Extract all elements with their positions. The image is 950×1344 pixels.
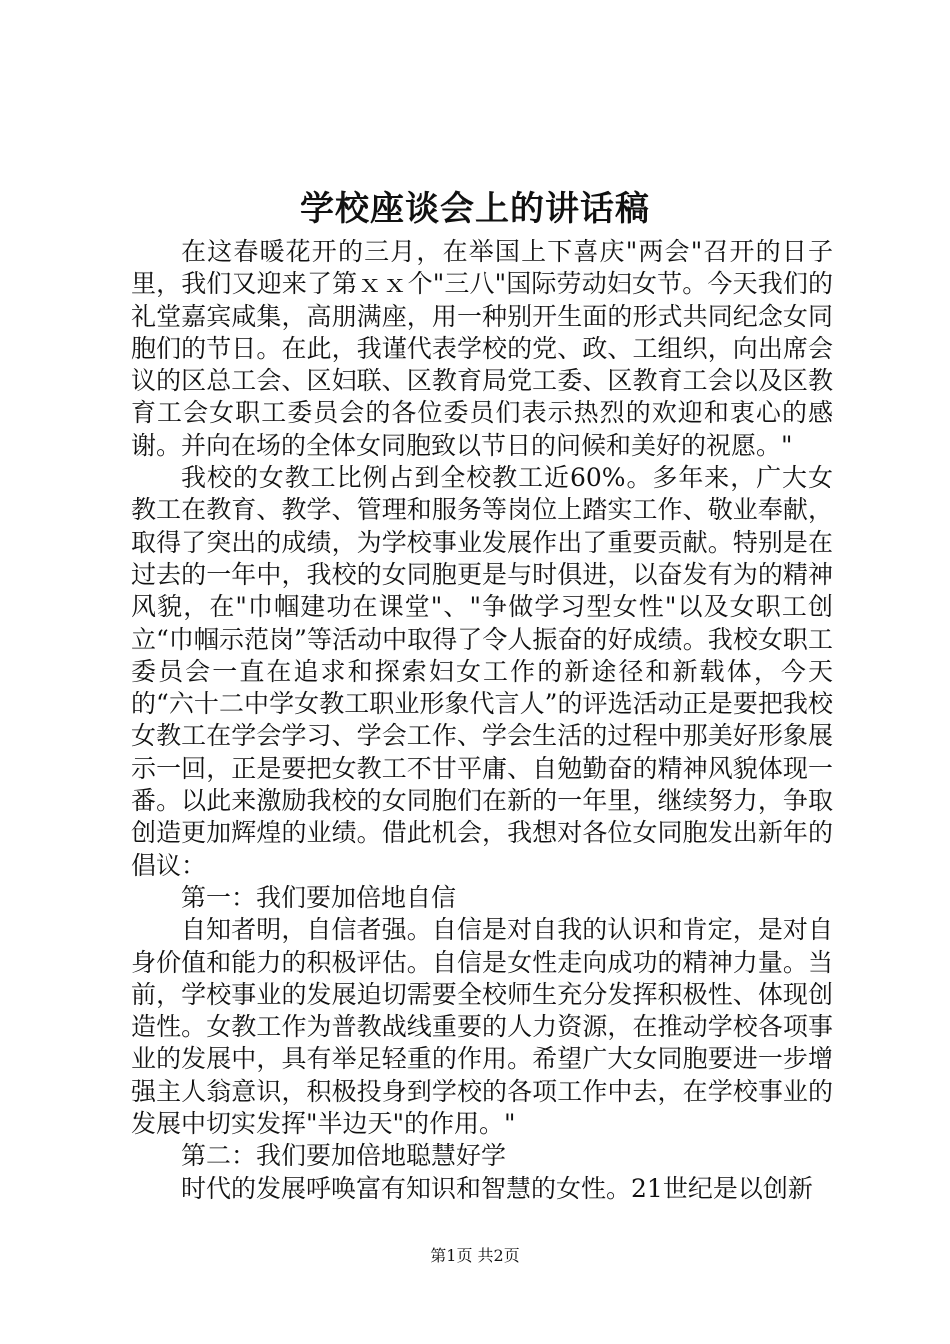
heading-first-point: 第一：我们要加倍地自信 [181, 882, 457, 912]
paragraph-confidence: 自知者明，自信者强。自信是对自我的认识和肯定，是对自身价值和能力的积极评估。自信是女性走向成功的精神力量。当前，学校事业的发展迫切需要全校师生充分发挥积极性、体现创造性。女教工作为普教战线重要的人力资源，在推动学校各项事业的发展中，具有举足轻重的作用。希望广大女同胞要进一步增强主人翁意识，积极投身到学校的各项工作中去，在学校事业的发展中切实发挥"半边天"的作用。" [131, 915, 833, 1139]
paragraph-achievements: 我校的女教工比例占到全校教工近60%。多年来，广大女教工在教育、教学、管理和服务等岗位上踏实工作、敬业奉献，取得了突出的成绩，为学校事业发展作出了重要贡献。特别是在过去的一年中，我校的女同胞更是与时俱进，以奋发有为的精神风貌，在"巾帼建功在课堂"、"争做学习型女性"以及女职工创立“巾帼示范岗”等活动中取得了令人振奋的好成绩。我校女职工委员会一直在追求和探索妇女工作的新途径和新载体，今天的“六十二中学女教工职业形象代言人”的评选活动正是要把我校女教工在学会学习、学会工作、学会生活的过程中那美好形象展示一回，正是要把女教工不甘平庸、自勉勤奋的精神风貌体现一番。以此来激励我校的女同胞们在新的一年里，继续努力，争取创造更加辉煌的业绩。借此机会，我想对各位女同胞发出新年的倡议： [131, 463, 833, 880]
heading-second-point: 第二：我们要加倍地聪慧好学 [181, 1141, 507, 1171]
paragraph-intro: 在这春暖花开的三月，在举国上下喜庆"两会"召开的日子里，我们又迎来了第ｘｘ个"三八"国际劳动妇女节。今天我们的礼堂嘉宾咸集，高朋满座，用一种别开生面的形式共同纪念女同胞们的节日。在此，我谨代表学校的党、政、工组织，向出席会议的区总工会、区妇联、区教育局党工委、区教育工会以及区教育工会女职工委员会的各位委员们表示热烈的欢迎和衷心的感谢。并向在场的全体女同胞致以节日的问候和美好的祝愿。" [131, 237, 833, 460]
document-body [131, 236, 833, 1205]
document-title: 学校座谈会上的讲话稿 [300, 189, 650, 229]
paragraph-learning: 时代的发展呼唤富有知识和智慧的女性。21世纪是以创新 [181, 1173, 813, 1203]
page-footer: 第1页 共2页 [430, 1246, 520, 1265]
